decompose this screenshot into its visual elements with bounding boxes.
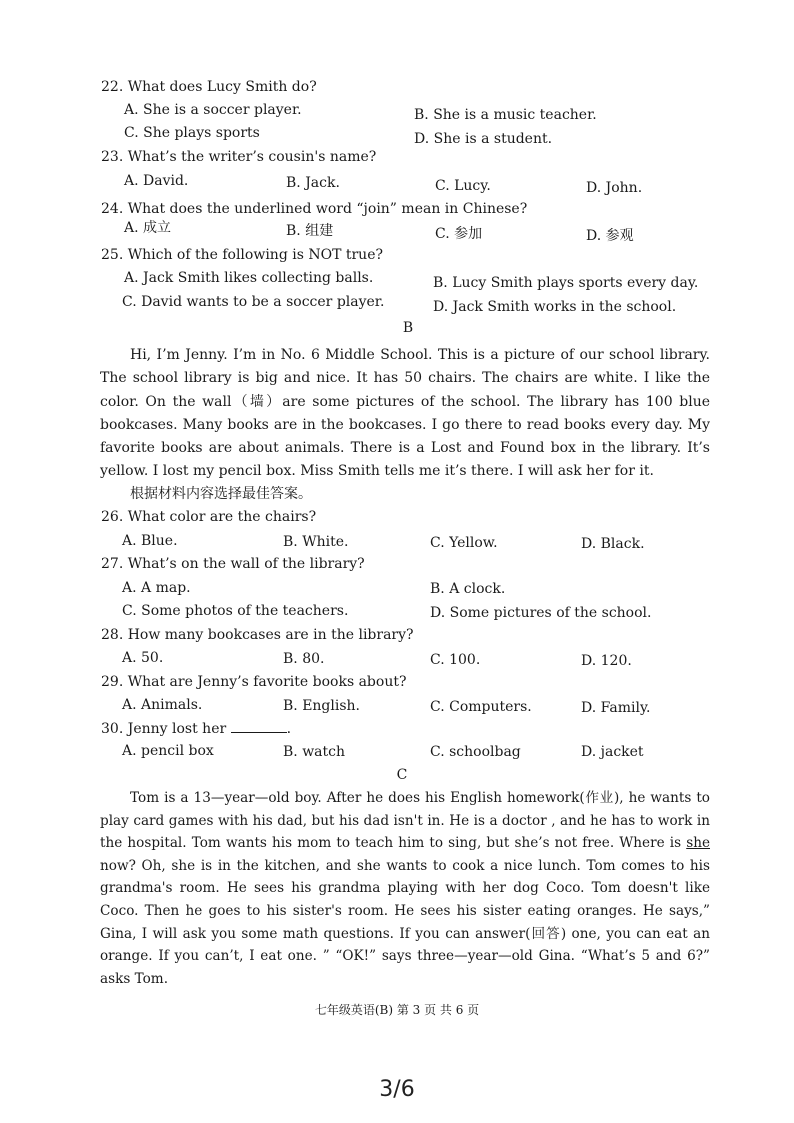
question-27-option-d: D. Some pictures of the school.: [430, 605, 652, 621]
question-25-option-a: A. Jack Smith likes collecting balls.: [124, 270, 374, 286]
question-24-stem: 24. What does the underlined word “join” mean in Chinese?: [101, 201, 528, 217]
question-26-option-b: B. White.: [283, 534, 349, 550]
question-26-option-a: A. Blue.: [122, 533, 178, 549]
question-29-option-d: D. Family.: [581, 700, 651, 716]
question-27-stem: 27. What’s on the wall of the library?: [101, 556, 365, 572]
answer-blank: [231, 718, 287, 733]
question-22-option-b: B. She is a music teacher.: [414, 107, 597, 123]
underlined-word-she: she: [686, 835, 710, 852]
question-22-option-a: A. She is a soccer player.: [124, 102, 302, 118]
question-30-stem-text: 30. Jenny lost her: [101, 721, 227, 737]
question-30-option-c: C. schoolbag: [430, 744, 521, 760]
question-28-option-c: C. 100.: [430, 652, 481, 668]
page-indicator: 3/6: [379, 1077, 415, 1102]
question-28-stem: 28. How many bookcases are in the library?: [101, 627, 414, 643]
question-24-option-b: B. 组建: [286, 223, 334, 239]
section-c-passage-text: [100, 787, 710, 990]
question-23-option-b: B. Jack.: [286, 175, 340, 191]
question-26-option-d: D. Black.: [581, 536, 645, 552]
question-22-option-c: C. She plays sports: [124, 125, 260, 141]
question-25-option-d: D. Jack Smith works in the school.: [433, 299, 677, 315]
question-30-option-b: B. watch: [283, 744, 346, 760]
section-c-passage-start: Tom is a 13—year—old boy. After he does his English homework(作业), he wants to play card games with his dad, but his dad isn't in. He is a doctor , and he has to work in the hospital. Tom wants his mom to teach him to sing, but she’s not free. Where is: [100, 790, 710, 852]
section-b-heading: B: [402, 320, 414, 336]
question-23-option-a: A. David.: [124, 173, 189, 189]
question-25-option-b: B. Lucy Smith plays sports every day.: [433, 275, 699, 291]
question-30-stem-end: .: [286, 721, 292, 737]
section-c-heading: C: [396, 767, 408, 783]
question-29-option-c: C. Computers.: [430, 699, 532, 715]
question-29-option-a: A. Animals.: [122, 697, 203, 713]
question-22-stem: 22. What does Lucy Smith do?: [101, 79, 317, 95]
question-23-stem: 23. What’s the writer’s cousin's name?: [101, 149, 377, 165]
question-28-option-a: A. 50.: [122, 650, 164, 666]
section-c-passage-end: now? Oh, she is in the kitchen, and she wants to cook a nice lunch. Tom comes to his grandma's room. He sees his grandma playing with her dog Coco. Tom doesn't like Coco. Then he goes to his sister's room. He sees his sister eating oranges. He says,” Gina, I will ask you some math questions. If you can answer(回答) one, you can eat an orange. If you can’t, I eat one. ” “OK!” says three—year—old Gina. “What’s 5 and 6?” asks Tom.: [100, 857, 710, 987]
question-29-stem: 29. What are Jenny’s favorite books about?: [101, 674, 407, 690]
question-27-option-c: C. Some photos of the teachers.: [122, 603, 349, 619]
question-27-option-b: B. A clock.: [430, 581, 506, 597]
section-b-instruction: 根据材料内容选择最佳答案。: [130, 486, 312, 502]
question-25-option-c: C. David wants to be a soccer player.: [122, 294, 385, 310]
question-30-option-d: D. jacket: [581, 744, 644, 760]
question-24-option-c: C. 参加: [435, 226, 483, 242]
question-26-stem: 26. What color are the chairs?: [101, 509, 317, 525]
section-c-passage: [100, 787, 710, 990]
question-29-option-b: B. English.: [283, 698, 360, 714]
section-b-passage-text: Hi, I’m Jenny. I’m in No. 6 Middle School. This is a picture of our school library. The school library is big and nice. It has 50 chairs. The chairs are white. I like the color. On the wall（墙）are some pictures of the school. The library has 100 blue bookcases. Many books are in the bookcases. I go there to read books every day. My favorite books are about animals. There is a Lost and Found box in the library. It’s yellow. I lost my pencil box. Miss Smith tells me it’s there. I will ask her for it.: [100, 347, 710, 480]
question-22-option-d: D. She is a student.: [414, 131, 553, 147]
question-23-option-c: C. Lucy.: [435, 178, 491, 194]
question-24-option-d: D. 参观: [586, 228, 634, 244]
page-footer: 七年级英语(B) 第 3 页 共 6 页: [314, 1003, 480, 1017]
question-25-stem: 25. Which of the following is NOT true?: [101, 247, 383, 263]
question-30-option-a: A. pencil box: [122, 743, 214, 759]
question-28-option-d: D. 120.: [581, 653, 632, 669]
question-23-option-d: D. John.: [586, 180, 643, 196]
question-24-option-a: A. 成立: [124, 220, 172, 236]
question-26-option-c: C. Yellow.: [430, 535, 498, 551]
question-27-option-a: A. A map.: [122, 580, 191, 596]
question-28-option-b: B. 80.: [283, 651, 325, 667]
section-b-passage: [100, 344, 710, 484]
question-30-stem: [101, 718, 291, 739]
